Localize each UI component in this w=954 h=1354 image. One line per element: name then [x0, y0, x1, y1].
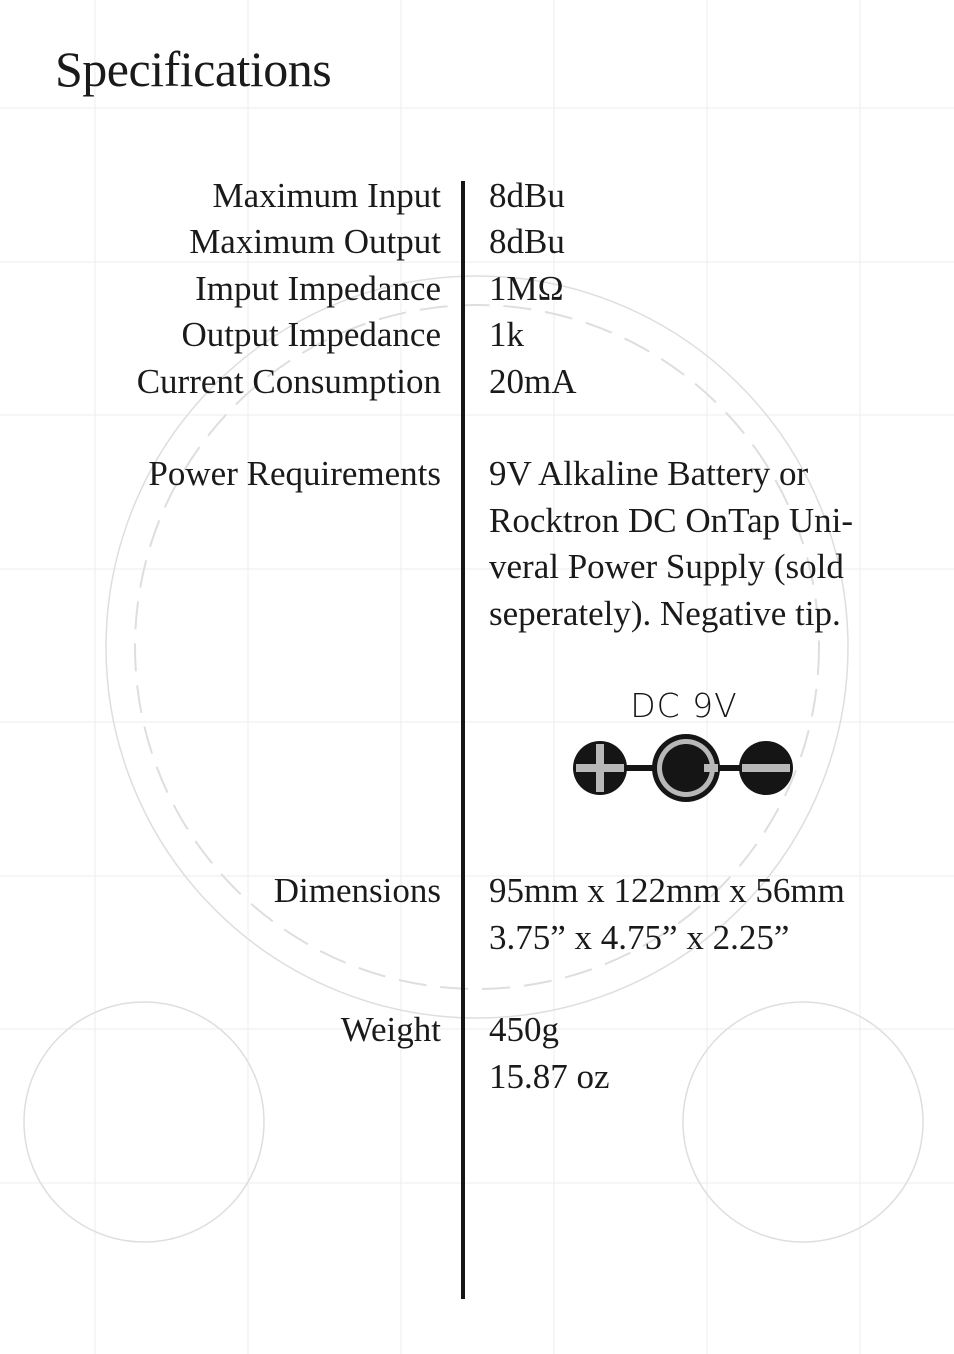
spec-label: Power Requirements: [148, 454, 441, 493]
page-title: Specifications: [55, 41, 332, 97]
spec-value-line: 15.87 oz: [489, 1056, 610, 1096]
spec-label: Maximum Output: [189, 222, 441, 261]
spec-label: Weight: [340, 1010, 441, 1049]
dc-power-polarity-diagram: [572, 688, 796, 804]
spec-value: 1MΩ: [489, 269, 564, 308]
spec-value-line: Rocktron DC OnTap Uni-: [489, 500, 854, 540]
spec-value-block: [489, 868, 845, 961]
spec-value-line: 3.75” x 4.75” x 2.25”: [489, 917, 790, 957]
spec-label: Current Consumption: [136, 362, 441, 401]
plus-terminal-icon: [573, 741, 627, 795]
spec-value-line: 450g: [489, 1010, 559, 1049]
spec-value-block: [489, 451, 853, 637]
spec-value-line: veral Power Supply (sold: [489, 547, 844, 586]
spec-value-block: [489, 1007, 610, 1100]
spec-value-line: 9V Alkaline Battery or: [489, 454, 809, 493]
minus-terminal-icon: [739, 741, 793, 795]
spec-label: Dimensions: [273, 871, 441, 910]
left-foot-circle: [24, 1002, 264, 1242]
spec-value-line: seperately). Negative tip.: [489, 593, 841, 633]
dc-voltage-label: DC 9V: [630, 686, 738, 725]
right-foot-circle: [683, 1002, 923, 1242]
spec-label: Output Impedance: [181, 315, 441, 354]
spec-label: Maximum Input: [212, 176, 441, 215]
column-divider: [461, 181, 465, 1299]
center-pin-icon: [652, 734, 720, 802]
dc-jack-symbol: [572, 732, 796, 804]
spec-value: 1k: [489, 315, 524, 354]
spec-value: 8dBu: [489, 222, 565, 261]
spec-value-line: 95mm x 122mm x 56mm: [489, 871, 845, 910]
spec-label: Imput Impedance: [195, 269, 441, 308]
spec-value: 8dBu: [489, 176, 565, 215]
spec-value: 20mA: [489, 362, 577, 401]
